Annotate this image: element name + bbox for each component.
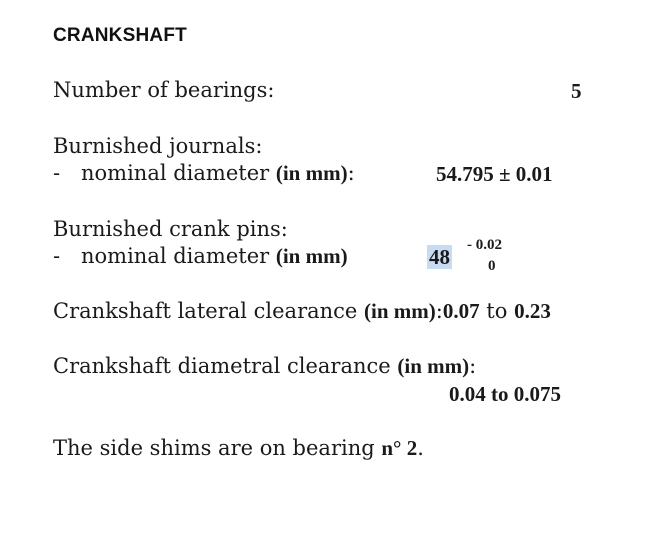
journals-unit: (in mm) bbox=[275, 161, 348, 185]
diametral-clearance-label: Crankshaft diametral clearance bbox=[53, 354, 391, 378]
bearings-value: 5 bbox=[571, 79, 582, 103]
lateral-clearance-unit: (in mm) bbox=[364, 299, 436, 323]
crank-pins-diameter-line bbox=[53, 244, 348, 269]
lateral-clearance-colon: : bbox=[435, 299, 443, 323]
crank-pins-tolerance-lower: 0 bbox=[488, 258, 496, 274]
journals-colon: : bbox=[347, 161, 355, 185]
journals-diameter-value: 54.795 ± 0.01 bbox=[436, 162, 553, 186]
journals-diameter-line bbox=[53, 161, 355, 186]
journals-dash: - bbox=[53, 161, 61, 185]
bearings-label: Number of bearings: bbox=[53, 78, 275, 102]
crank-pins-dash: - bbox=[53, 244, 61, 268]
side-shims-text: The side shims are on bearing bbox=[53, 436, 375, 460]
journals-title: Burnished journals: bbox=[53, 134, 263, 158]
crank-pins-value-highlight: 48 bbox=[429, 245, 450, 269]
side-shims-bearing-number: n° 2 bbox=[381, 436, 418, 460]
section-heading: CRANKSHAFT bbox=[53, 25, 187, 46]
crank-pins-tolerance-upper: - 0.02 bbox=[467, 237, 502, 253]
lateral-clearance-min: 0.07 bbox=[442, 299, 480, 323]
lateral-clearance-label: Crankshaft lateral clearance bbox=[53, 299, 358, 323]
journals-diameter-label: nominal diameter bbox=[81, 161, 270, 185]
lateral-clearance-max: 0.23 bbox=[514, 299, 551, 323]
crank-pins-diameter-label: nominal diameter bbox=[81, 244, 270, 268]
side-shims-line bbox=[53, 436, 424, 461]
crank-pins-unit: (in mm) bbox=[275, 244, 348, 268]
lateral-clearance-line bbox=[53, 299, 551, 324]
lateral-clearance-to: to bbox=[486, 299, 508, 323]
crank-pins-title: Burnished crank pins: bbox=[53, 217, 288, 241]
diametral-clearance-value: 0.04 to 0.075 bbox=[449, 382, 561, 406]
diametral-clearance-unit: (in mm) bbox=[397, 354, 470, 378]
crank-pins-diameter-value bbox=[427, 245, 452, 270]
side-shims-period: . bbox=[417, 436, 424, 460]
diametral-clearance-line bbox=[53, 354, 476, 379]
diametral-clearance-colon: : bbox=[469, 354, 477, 378]
